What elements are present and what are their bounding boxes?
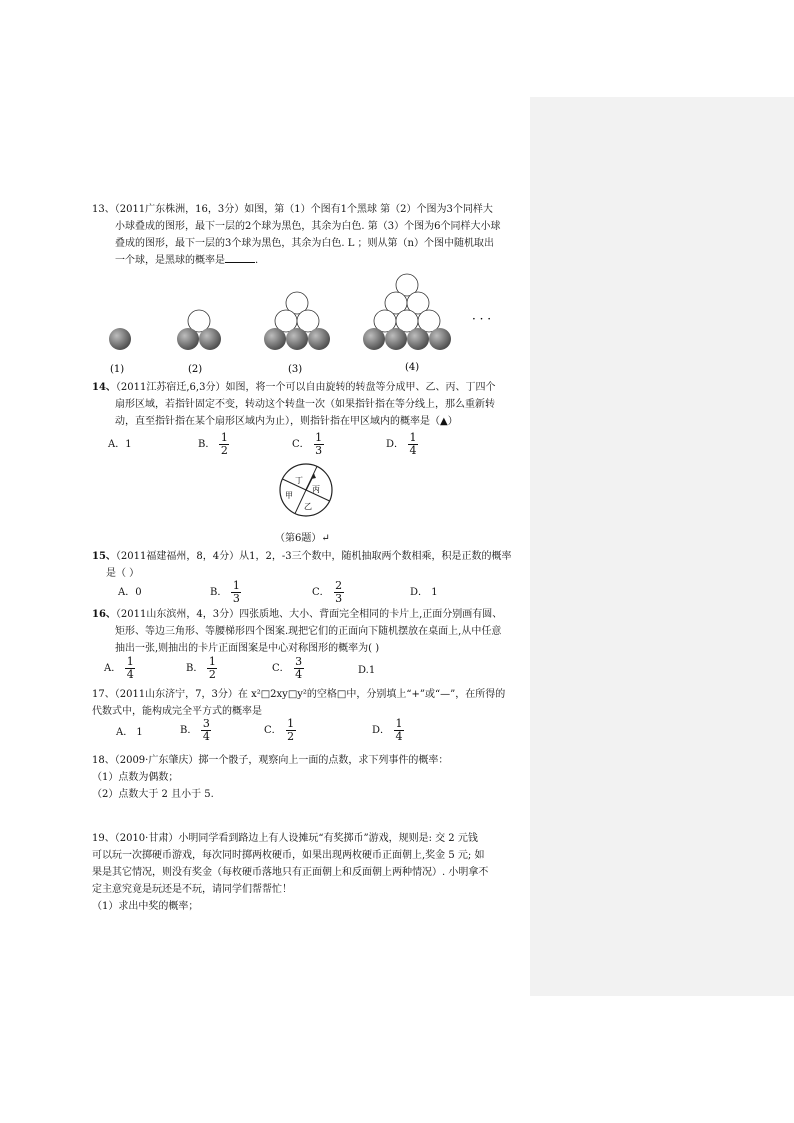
sector-yi: 乙 — [304, 502, 312, 511]
q19-line5: （1）求出中奖的概率； — [92, 901, 199, 912]
fraction: $\frac{1}{3}$ — [232, 579, 240, 605]
q16-choices — [104, 656, 524, 686]
black-ball — [177, 328, 199, 350]
fraction: $\frac{1}{4}$ — [395, 717, 403, 743]
q17-choice-b: B． $\frac{3}{4}$ — [180, 717, 210, 743]
figure-3 — [264, 292, 330, 350]
q16-line2: 矩形、等边三角形、等腰梯形四个图案.现把它们的正面向下随机摆放在桌面上,从中任意 — [115, 626, 502, 637]
q13-line1: 13、（2011广东株洲，16，3分）如图，第（1）个图有1个黑球 第（2）个图为3个同样大 — [92, 204, 493, 215]
q16-choice-a: A． $\frac{1}{4}$ — [104, 655, 134, 681]
figure-label-1: (1) — [110, 364, 125, 375]
black-ball — [363, 328, 385, 350]
q15-choices — [118, 580, 528, 608]
ellipsis: · · · — [472, 312, 492, 326]
figure-label-4: (4) — [405, 362, 420, 373]
q17-choice-d: D． $\frac{1}{4}$ — [372, 717, 403, 743]
q17-choice-c: C． $\frac{1}{2}$ — [264, 717, 295, 743]
q17-choices — [116, 718, 526, 748]
question-13 — [92, 201, 524, 269]
q14-line1: 14、（2011江苏宿迁,6,3分）如图，将一个可以自由旋转的转盘等分成甲、乙、丙、丁四个 — [92, 382, 496, 393]
black-ball — [407, 328, 429, 350]
q14-choice-d: D． $\frac{1}{4}$ — [386, 431, 417, 457]
fraction: $\frac{1}{2}$ — [220, 431, 228, 457]
question-18 — [92, 752, 524, 803]
q19-line2: 可以玩一次掷硬币游戏，每次同时掷两枚硬币，如果出现两枚硬币正面朝上,奖金 5 元; 如 — [92, 850, 485, 861]
comment-pane — [530, 97, 794, 996]
q14-choices — [108, 432, 528, 462]
q15-choice-d: D． 1 — [410, 587, 438, 598]
black-ball — [109, 328, 131, 350]
q14-choice-a: A．1 — [108, 439, 132, 450]
q19-line1: 19、（2010·甘肃）小明同学看到路边上有人设摊玩“有奖掷币”游戏，规则是: 交 2 元钱 — [92, 833, 478, 844]
q16-line1: 16、（2011山东滨州，4，3分）四张质地、大小、背面完全相同的卡片上,正面分别画有圆、 — [92, 609, 503, 620]
figure-1 — [109, 328, 131, 350]
q15-line1: 15、（2011福建福州，8，4分）从1，2，-3三个数中，随机抽取两个数相乘，积是正数的概率 — [92, 551, 512, 562]
fraction: $\frac{3}{4}$ — [202, 717, 210, 743]
q14-choice-c: C． $\frac{1}{3}$ — [292, 431, 323, 457]
black-ball — [286, 328, 308, 350]
ball-pyramid-figure — [100, 268, 530, 378]
q15-choice-c: C． $\frac{2}{3}$ — [312, 579, 343, 605]
q18-line3: （2）点数大于 2 且小于 5. — [92, 789, 214, 800]
figure-label-3: (3) — [288, 364, 303, 375]
sector-bing: 丙 — [312, 485, 320, 494]
sector-ding: 丁 — [295, 476, 303, 485]
sector-jia: 甲 — [285, 491, 293, 500]
fraction: $\frac{1}{2}$ — [287, 717, 295, 743]
question-14 — [92, 379, 524, 430]
answer-blank — [225, 252, 255, 263]
black-ball — [264, 328, 286, 350]
q13-line4: 一个球，是黑球的概率是 . — [92, 252, 524, 269]
black-ball — [429, 328, 451, 350]
q15-choice-a: A．0 — [118, 587, 142, 598]
figure-caption: （第6题）↵ — [275, 533, 330, 544]
spinner-wheel — [278, 462, 334, 518]
q14-line2: 扇形区域，若指针固定不变，转动这个转盘一次（如果指针指在等分线上，那么重新转 — [115, 399, 495, 410]
q16-choice-d: D.1 — [358, 665, 376, 676]
question-15 — [92, 548, 524, 582]
black-ball — [308, 328, 330, 350]
q15-line2: 是（ ） — [106, 568, 140, 579]
black-ball — [199, 328, 221, 350]
q18-line1: 18、（2009·广东肇庆）掷一个骰子，观察向上一面的点数，求下列事件的概率： — [92, 755, 449, 766]
q16-choice-b: B． $\frac{1}{2}$ — [186, 655, 216, 681]
q14-choice-b: B． $\frac{1}{2}$ — [198, 431, 228, 457]
figure-2 — [177, 310, 221, 350]
q17-choice-a: A． 1 — [116, 727, 143, 738]
q19-line4: 定主意究竟是玩还是不玩，请同学们帮帮忙！ — [92, 884, 292, 895]
fraction: $\frac{1}{2}$ — [208, 655, 216, 681]
figure-label-2: (2) — [188, 364, 203, 375]
fraction: $\frac{1}{4}$ — [409, 431, 417, 457]
fraction: $\frac{1}{4}$ — [126, 655, 134, 681]
fraction: $\frac{2}{3}$ — [335, 579, 343, 605]
q13-line2: 小球叠成的图形，最下一层的2个球为黑色，其余为白色. 第（3）个图为6个同样大小球 — [115, 221, 501, 232]
black-ball — [385, 328, 407, 350]
q18-line2: （1）点数为偶数； — [92, 772, 179, 783]
question-19 — [92, 830, 524, 915]
q17-line1: 17、（2011山东济宁，7，3分）在 x²□2xy□y²的空格□中，分别填上“+”或“—”，在所得的 — [92, 689, 506, 700]
question-17 — [92, 686, 524, 720]
q16-choice-c: C． $\frac{3}{4}$ — [272, 655, 303, 681]
q15-choice-b: B． $\frac{1}{3}$ — [210, 579, 240, 605]
q14-line3: 动，直至指针指在某个扇形区域内为止），则指针指在甲区域内的概率是（▲） — [115, 416, 458, 427]
question-16 — [92, 606, 524, 657]
q16-line3: 抽出一张,则抽出的卡片正面图案是中心对称图形的概率为( ) — [115, 643, 380, 654]
q19-line3: 果是其它情况，则没有奖金（每枚硬币落地只有正面朝上和反面朝上两种情况）. 小明拿不 — [92, 867, 489, 878]
q13-line3: 叠成的图形，最下一层的3个球为黑色，其余为白色. L ；则从第（n）个图中随机取出 — [115, 238, 494, 249]
figure-4 — [363, 274, 451, 350]
fraction: $\frac{1}{3}$ — [315, 431, 323, 457]
fraction: $\frac{3}{4}$ — [295, 655, 303, 681]
q17-line2: 代数式中，能构成完全平方式的概率是 — [92, 706, 262, 717]
